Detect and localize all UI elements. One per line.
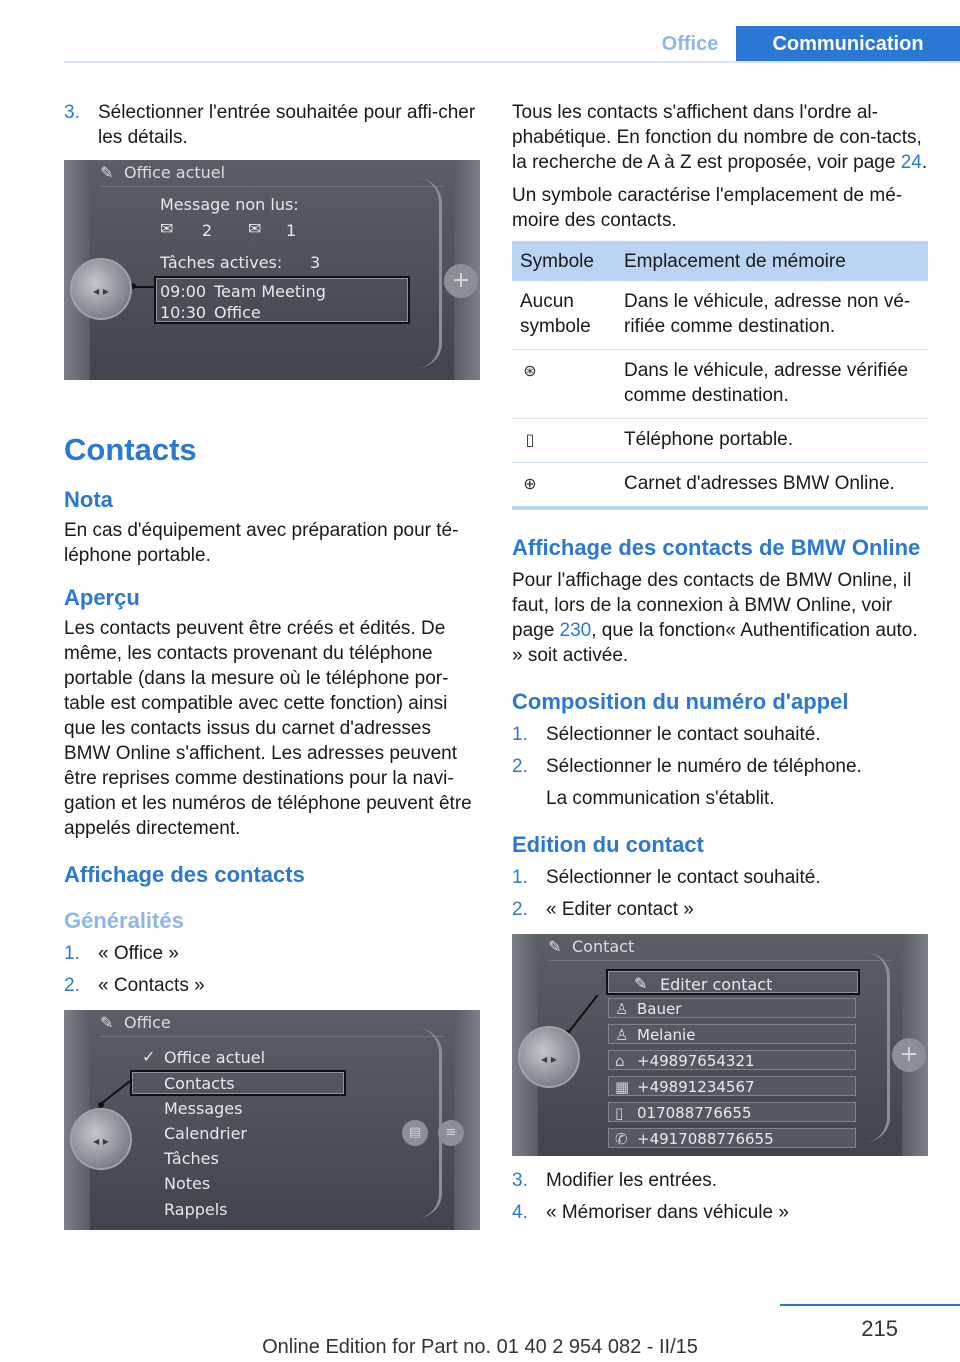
step-number: 2. (512, 899, 528, 920)
office-icon: ✎ (100, 163, 114, 182)
table-cell: Téléphone portable. (616, 419, 928, 463)
step-text: « Mémoriser dans véhicule » (546, 1202, 789, 1223)
menu-item-rappels: Rappels (164, 1200, 228, 1219)
phone-icon: ✆ (615, 1130, 628, 1148)
table-header (512, 241, 928, 281)
page-link[interactable]: 24 (900, 152, 922, 173)
nota-text: En cas d'équipement avec préparation pour té‐léphone portable. (64, 520, 459, 566)
tasks-count: 3 (310, 253, 321, 272)
contact-row (608, 1128, 856, 1148)
screen-titlebar (100, 1010, 444, 1037)
menu-item-calendrier: Calendrier (164, 1124, 248, 1143)
bmw-paragraph (512, 568, 928, 668)
heading-nota: Nota (64, 487, 113, 512)
contact-row (608, 1102, 856, 1122)
list-item (512, 1200, 928, 1225)
highlight-frame (130, 1070, 346, 1096)
contact-row (608, 1050, 856, 1070)
step-3 (64, 100, 480, 150)
screen-edge-right (454, 1010, 480, 1230)
highlight-frame (154, 276, 410, 324)
contact-row-text: Melanie (637, 1026, 696, 1044)
bmw-text-end: , que la fonction« Authentification auto. » soit activée. (512, 620, 918, 666)
list-item (512, 865, 928, 890)
right-column (512, 100, 928, 1232)
table-row (512, 350, 928, 419)
office-phone-icon: ▦ (615, 1078, 630, 1096)
home-phone-icon: ⌂ (615, 1052, 625, 1070)
step-text: Modifier les entrées. (546, 1170, 718, 1191)
screen-title: Office actuel (124, 163, 226, 182)
contact-row (608, 998, 856, 1018)
mobile-phone-icon: ▯ (525, 432, 535, 449)
table-cell: Dans le véhicule, adresse vérifiée comme destination. (616, 350, 928, 419)
section-title-contacts: Contacts (64, 432, 197, 467)
contact-row (608, 1024, 856, 1044)
office-icon: ✎ (100, 1013, 114, 1032)
menu-item-taches: Tâches (164, 1149, 219, 1168)
list-item (512, 754, 928, 779)
step-number: 3. (512, 1170, 528, 1191)
header-divider (64, 61, 960, 63)
step-text: « Contacts » (98, 975, 205, 996)
intro-text: Tous les contacts s'affichent dans l'ordre al‐phabétique. En fonction du nombre de con‐tacts, la recherche de A à Z est proposée, voir page (512, 102, 922, 173)
table-cell (512, 419, 616, 463)
unread-count-mail: 2 (202, 221, 213, 240)
controller-knob (518, 1026, 580, 1088)
menu-item-contacts: Contacts (164, 1074, 235, 1093)
heading-edition: Edition du contact (512, 832, 704, 857)
notes-icon: ▤ (402, 1120, 428, 1146)
heading-generalites: Généralités (64, 908, 184, 933)
table-cell: Carnet d'adresses BMW Online. (616, 463, 928, 509)
footer-edition: Online Edition for Part no. 01 40 2 954 082 - II/15 (262, 1336, 698, 1358)
table-cell (512, 350, 616, 419)
list-item (512, 1168, 928, 1193)
header-tab-communication[interactable]: Communication (736, 26, 960, 62)
step-text: Sélectionner le contact souhaité. (546, 724, 821, 745)
step-number: 3. (64, 102, 80, 123)
menu-item-notes: Notes (164, 1174, 211, 1193)
screen-title: Contact (572, 937, 635, 956)
verified-destination-icon: ⊛ (523, 363, 537, 380)
intro-paragraph (512, 100, 928, 175)
screenshot-office-actuel (64, 160, 480, 380)
heading-composition: Composition du numéro d'appel (512, 689, 849, 714)
contact-row-text: +4917088776655 (637, 1130, 774, 1148)
table-cell: Dans le véhicule, adresse non vé‐rifiée comme destination. (616, 281, 928, 350)
heading-affichage-contacts: Affichage des contacts (64, 862, 305, 887)
screenshot-contact (512, 934, 928, 1156)
contact-row-text: +49897654321 (637, 1052, 755, 1070)
page-number: 215 (861, 1316, 898, 1341)
event-time: 10:30 (160, 303, 207, 322)
bmw-text: Pour l'affichage des contacts de BMW Online, il faut, lors de la connexion à BMW Online, voir page (512, 570, 912, 641)
contact-row (608, 1076, 856, 1096)
event-title: Team Meeting (214, 282, 326, 301)
event-time: 09:00 (160, 282, 207, 301)
intro-end: . (921, 152, 928, 173)
contact-icon: ✎ (548, 937, 562, 956)
menu-item-office-actuel: Office actuel (164, 1048, 266, 1067)
table-row (512, 419, 928, 463)
footer-rule (780, 1304, 960, 1306)
unread-count-info: 1 (286, 221, 297, 240)
screen-titlebar (548, 934, 892, 961)
left-column (64, 100, 480, 1230)
menu-item-messages: Messages (164, 1099, 243, 1118)
scroll-arc (865, 952, 890, 1142)
leader-line (101, 1079, 132, 1104)
screen-titlebar (100, 160, 444, 187)
step-result: La communication s'établit. (546, 788, 775, 809)
person-icon: ♙ (615, 1026, 629, 1044)
table-row (512, 463, 928, 509)
column-header: Emplacement de mémoire (616, 241, 928, 281)
controller-knob (70, 258, 132, 320)
step-number: 1. (512, 867, 528, 888)
plus-icon: + (444, 264, 478, 298)
contact-row-text: 017088776655 (637, 1104, 752, 1122)
header-tab-office[interactable]: Office (644, 26, 736, 62)
person-icon: ♙ (615, 1000, 629, 1018)
list-item (512, 722, 928, 747)
table-row (512, 281, 928, 350)
page-link[interactable]: 230 (559, 620, 592, 641)
symbol-intro: Un symbole caractérise l'emplacement de mé‐moire des contacts. (512, 185, 903, 231)
step-text: « Office » (98, 943, 179, 964)
step-number: 4. (512, 1202, 528, 1223)
plus-icon: + (892, 1038, 926, 1072)
step-text: Sélectionner le contact souhaité. (546, 867, 821, 888)
tasks-label: Tâches actives: (160, 253, 283, 272)
heading-bmw-online: Affichage des contacts de BMW Online (512, 535, 921, 560)
step-number: 1. (64, 943, 80, 964)
checkmark-icon: ✓ (142, 1047, 156, 1066)
list-item (64, 941, 480, 966)
step-text: Sélectionner le numéro de téléphone. (546, 756, 862, 777)
mail-icon: ✉ (160, 219, 174, 238)
event-title: Office (214, 303, 261, 322)
apercu-text: Les contacts peuvent être créés et édités. De même, les contacts provenant du téléphone portable (dans la mesure où le téléphone por‐table est compatible avec cette fonction) ainsi que les contacts issus du carnet d'adresses BMW Online s'affichent. Les adresses peuvent être reprises comme destinations pour la navi‐gation et les numéros de téléphone peuvent être appelés directement. (64, 618, 472, 839)
memory-location-table (512, 241, 928, 510)
step-number: 1. (512, 724, 528, 745)
edit-pencil-icon: ✎ (634, 974, 648, 993)
screenshot-office-menu (64, 1010, 480, 1230)
step-text: Sélectionner l'entrée souhaitée pour affi‐cher les détails. (98, 102, 476, 148)
contact-row-text: +49891234567 (637, 1078, 755, 1096)
mobile-phone-icon: ▯ (615, 1104, 624, 1122)
step-text: « Editer contact » (546, 899, 694, 920)
info-message-icon: ✉ (248, 219, 262, 238)
scroll-arc (417, 178, 442, 368)
list-item (512, 897, 928, 922)
globe-address-book-icon: ⊕ (523, 476, 537, 493)
table-cell: Aucun symbole (512, 281, 616, 350)
contact-row-text: Bauer (637, 1000, 682, 1018)
heading-apercu: Aperçu (64, 585, 140, 610)
unread-label: Message non lus: (160, 195, 299, 214)
list-item (64, 973, 480, 998)
screen-title: Office (124, 1013, 171, 1032)
table-cell (512, 463, 616, 509)
leader-line (567, 995, 598, 1034)
controller-knob (70, 1108, 132, 1170)
step-number: 2. (512, 756, 528, 777)
step-number: 2. (64, 975, 80, 996)
column-header: Symbole (512, 241, 616, 281)
list-icon: ≡ (438, 1120, 464, 1146)
edit-contact-option: Editer contact (660, 975, 773, 994)
